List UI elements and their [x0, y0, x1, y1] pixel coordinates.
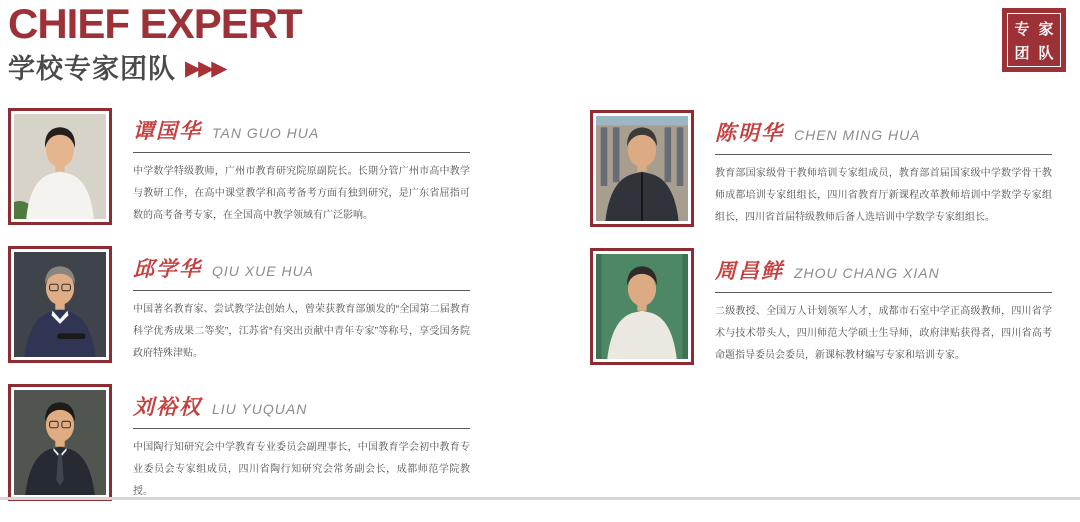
expert-team-badge-frame [1007, 13, 1061, 67]
experts-column-left [8, 108, 470, 522]
experts-column-right [590, 110, 1052, 386]
expert-name: 刘裕权 [133, 396, 202, 419]
expert-bio: 中国著名教育家、尝试教学法创始人，曾荣获教育部颁发的“全国第二届教育科学优秀成果二等奖”，江苏省“有突出贡献中青年专家”等称号，享受国务院政府特殊津贴。 [133, 304, 470, 359]
expert-info [133, 108, 470, 227]
portrait-elder-speaking-icon [14, 252, 106, 357]
triple-arrow-icon: ▶▶▶ [185, 56, 225, 80]
portrait-man-outdoors-building-icon [596, 116, 688, 221]
expert-bio: 教育部国家级骨干教师培训专家组成员，教育部首届国家级中学数学骨干教师成都培训专家组组长，四川省教育厅新课程改革教师培训中学数学专家组组长，四川省首届特级教师后备人选培训中学数学专家组组长。 [715, 168, 1052, 223]
expert-name-row [133, 253, 470, 291]
expert-photo [8, 108, 112, 225]
expert-team-badge [1002, 8, 1066, 72]
expert-photo [8, 246, 112, 363]
expert-name-pinyin: CHEN MING HUA [794, 127, 921, 143]
expert-name: 邱学华 [133, 258, 202, 281]
expert-name: 周昌鲜 [715, 260, 784, 283]
expert-bio: 中国陶行知研究会中学教育专业委员会副理事长，中国教育学会初中教育专业委员会专家组成员，四川省陶行知研究会常务副会长，成都师范学院教授。 [133, 442, 470, 497]
expert-card-liu-yuquan [8, 384, 470, 503]
portrait-man-suit-tie-icon [14, 390, 106, 495]
expert-card-chen-ming-hua [590, 110, 1052, 229]
expert-name: 谭国华 [133, 120, 202, 143]
page-title: CHIEF EXPERT [8, 0, 302, 47]
expert-name-pinyin: LIU YUQUAN [212, 401, 308, 417]
expert-bio: 中学数学特级教师，广州市教育研究院原副院长。长期分管广州市高中教学与教研工作，在高中课堂教学和高考备考方面有独到研究，是广东省屈指可数的高考备考专家，在全国高中教学领域有广泛影响。 [133, 166, 470, 221]
page-subtitle-row [8, 47, 302, 86]
expert-name-row [133, 391, 470, 429]
expert-name-row [133, 115, 470, 153]
expert-name-pinyin: ZHOU CHANG XIAN [794, 265, 940, 281]
expert-info [133, 384, 470, 503]
expert-name-pinyin: QIU XUE HUA [212, 263, 315, 279]
expert-photo [590, 248, 694, 365]
expert-info [133, 246, 470, 365]
expert-bio: 二级教授、全国万人计划领军人才，成都市石室中学正高级教师，四川省学术与技术带头人，四川师范大学硕士生导师，政府津贴获得者，四川省高考命题指导委员会委员，新课标教材编写专家和培训专家。 [715, 306, 1052, 361]
expert-info [715, 110, 1052, 229]
expert-name-pinyin: TAN GUO HUA [212, 125, 320, 141]
page-header [8, 2, 302, 86]
badge-text-line2: 团队 [1014, 44, 1063, 62]
expert-card-zhou-chang-xian [590, 248, 1052, 367]
page-subtitle: 学校专家团队 [8, 54, 176, 84]
portrait-man-green-chalkboard-icon [596, 254, 688, 359]
expert-card-qiu-xue-hua [8, 246, 470, 365]
expert-info [715, 248, 1052, 367]
expert-name: 陈明华 [715, 122, 784, 145]
portrait-man-white-shirt-icon [14, 114, 106, 219]
expert-name-row [715, 117, 1052, 155]
badge-text-line1: 专家 [1014, 20, 1063, 38]
expert-photo [590, 110, 694, 227]
expert-name-row [715, 255, 1052, 293]
expert-card-tan-guo-hua [8, 108, 470, 227]
expert-photo [8, 384, 112, 501]
